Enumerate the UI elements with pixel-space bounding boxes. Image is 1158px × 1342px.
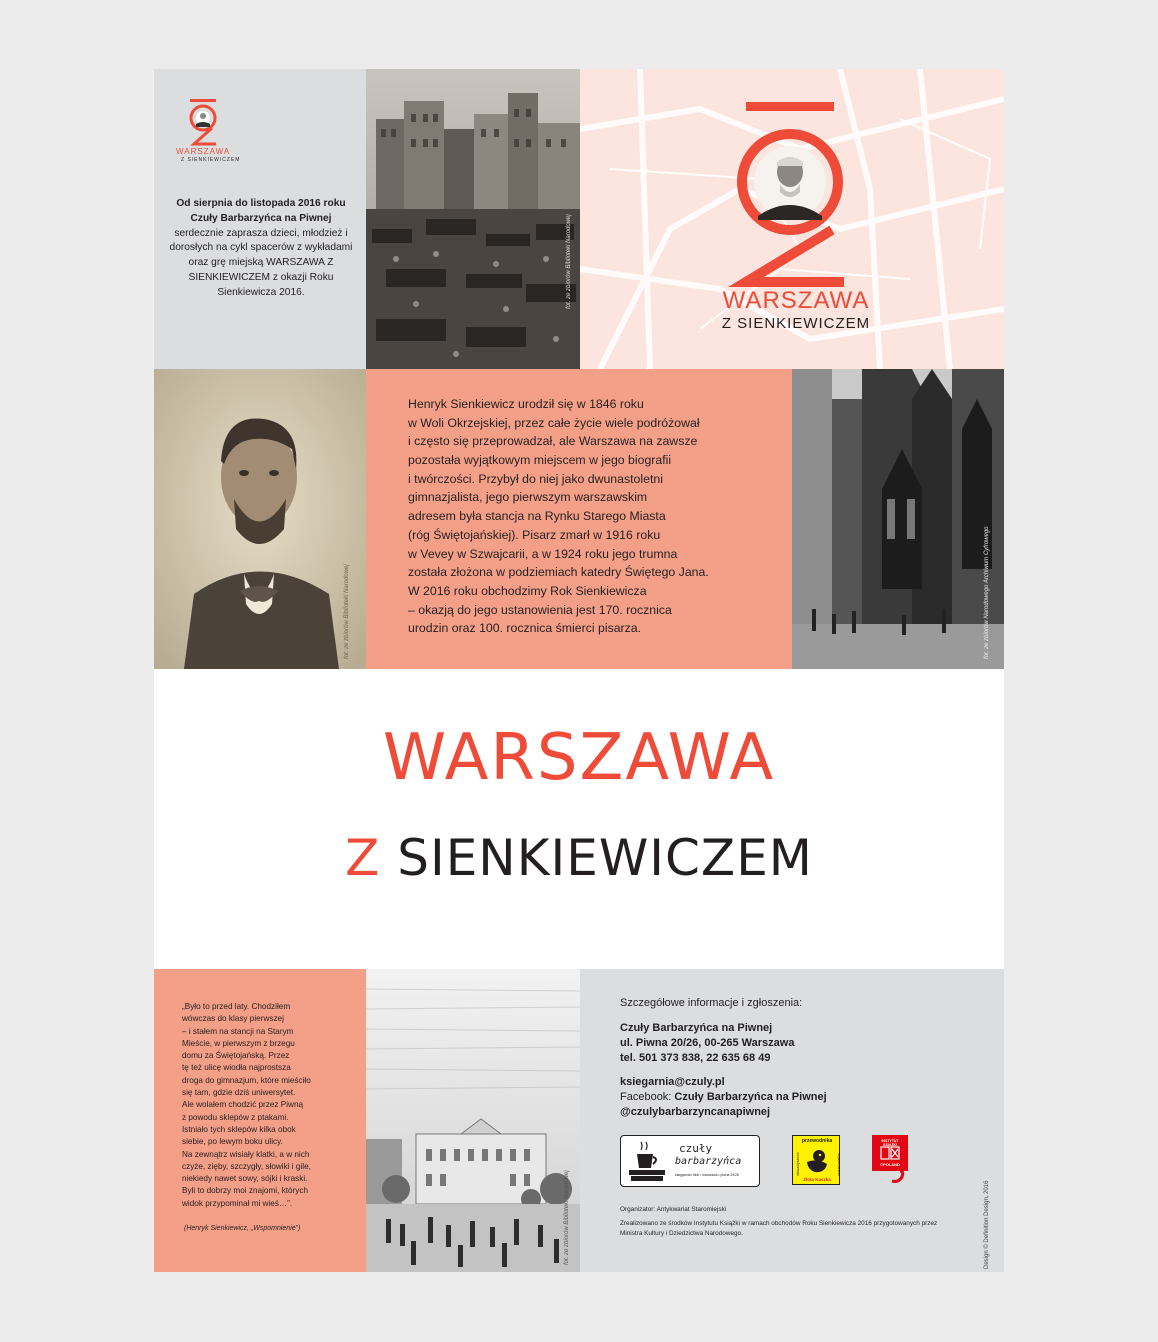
bio-line: adresem była stancja na Rynku Starego Miasta (408, 509, 666, 524)
bio-line: została złożona w podziemiach katedry Świętego Jana. (408, 565, 709, 580)
cathedral-photo (792, 369, 1004, 669)
zlota-kaczka-right: varsavianistów (837, 1153, 841, 1176)
book-icon (880, 1146, 900, 1160)
czuly-barbarzynca-logo (620, 1135, 760, 1187)
handle-link[interactable]: @czulybarbarzyncanapiwnej (620, 1106, 771, 1119)
small-logo-icon (184, 99, 222, 147)
funding-note: Zrealizowano ze środków Instytutu Książki w ramach obchodów Roku Sienkiewicza 2016 przygotowanych przez Ministra Kultury i Dziedzictwa Narodowego. (620, 1220, 938, 1237)
zlota-kaczka-logo (792, 1135, 840, 1185)
main-logo-panel (580, 69, 1004, 369)
instytut-ksiazki-logo (872, 1135, 908, 1185)
instytut-top: INSTYTUT KSIĄŻKI (881, 1139, 899, 1147)
sienkiewicz-portrait (154, 369, 366, 669)
contact-info (620, 996, 960, 1120)
quote-line: Na zewnątrz wisiały klatki, a w nich (182, 1149, 310, 1159)
small-logo-line1: WARSZAWA (176, 147, 231, 156)
design-credit: Design © Definition Design, 2016 (984, 1180, 990, 1269)
bio-line: urodzin oraz 100. rocznica śmierci pisarza. (408, 621, 642, 636)
portrait-credit: fot. ze zbiorów Biblioteki Narodowej (344, 564, 350, 659)
zlota-kaczka-left: stowarzyszenie (796, 1152, 800, 1176)
quote-line: droga do gimnazjum, które mieściło (182, 1075, 311, 1085)
quote-line: Mieście, w pierwszym z brzegu (182, 1038, 295, 1048)
bio-line: W 2016 roku obchodzimy Rok Sienkiewicza (408, 583, 647, 598)
title-block (154, 669, 1004, 969)
quote-line: Byli to dobrzy moi znajomi, których (182, 1186, 309, 1196)
instytut-bottom: ©POLAND (880, 1162, 900, 1167)
czuly-logo-line1: czuły (679, 1142, 713, 1155)
bio-line: i często się przeprowadzał, ale Warszawa na zawsze (408, 434, 698, 449)
bio-line: gimnazjalista, jego pierwszym warszawskim (408, 490, 648, 505)
old-town-market-photo (366, 69, 580, 369)
quote-line: tę też ulicę wiodła najprostsza (182, 1063, 291, 1073)
quote-line: – i stałem na stancji na Starym (182, 1026, 294, 1036)
intro-text-rest: serdecznie zaprasza dzieci, młodzież i dorosłych na cykl spacerów z wykładami oraz grę miejską WARSZAWA Z SIENKIEWICZEM z okazji Roku Sienkiewicza 2016. (169, 227, 353, 298)
main-logo-icon (720, 102, 860, 292)
quote-line: się tam, gdzie dziś uniwersytet. (182, 1088, 296, 1098)
zlota-kaczka-bottom: Złota Kaczka (803, 1177, 831, 1182)
bio-panel (366, 369, 792, 669)
intro-text (168, 197, 354, 300)
bio-line: w Vevey w Szwajcarii, a w 1924 roku jego trumna (408, 546, 678, 561)
czuly-logo-small: księgarnia i klub • warszawa • piwna 20/26 (675, 1173, 739, 1177)
facebook-link[interactable]: Czuły Barbarzyńca na Piwnej (674, 1091, 827, 1104)
contact-address: ul. Piwna 20/26, 00-265 Warszawa (620, 1036, 795, 1049)
quote-line: czyże, zięby, szczygły, słowiki i gile, (182, 1161, 311, 1171)
contact-heading: Szczegółowe informacje i zgłoszenia: (620, 997, 803, 1009)
palace-engraving (366, 969, 580, 1272)
quote-line: Ale wolałem chodzić przez Piwną (182, 1100, 304, 1110)
main-logo-line1: WARSZAWA (722, 287, 870, 314)
czuly-logo-line2: barbarzyńca (675, 1156, 742, 1167)
coffee-books-icon (625, 1140, 669, 1184)
quote-author: (Henryk Sienkiewicz, „Wspomnienie”) (184, 1225, 301, 1232)
email-link[interactable]: ksiegarnia@czuly.pl (620, 1076, 725, 1089)
poster (154, 69, 1004, 1272)
bio-line: i twórczości. Przybył do niej jako dwunastoletni (408, 471, 663, 486)
main-logo-line2: Z SIENKIEWICZEM (721, 315, 871, 332)
intro-text-bold: Od sierpnia do listopada 2016 roku Czuły Barbarzyńca na Piwnej (176, 198, 346, 224)
bio-line: w Woli Okrzejskiej, przez całe życie wiele podróżował (408, 415, 700, 430)
quote-line: domu za Świętojańską. Przez (182, 1051, 290, 1061)
bio-text (408, 395, 778, 638)
contact-name: Czuły Barbarzyńca na Piwnej (620, 1021, 773, 1034)
hook-icon (886, 1169, 906, 1185)
bio-line: Henryk Sienkiewicz urodził się w 1846 roku (408, 397, 644, 411)
main-title-line1: WARSZAWA (382, 721, 776, 795)
intro-panel (154, 69, 366, 369)
main-title-line2 (154, 829, 1004, 887)
cathedral-credit: fot. ze zbiorów Narodowego Archiwum Cyfrowego (984, 526, 990, 659)
quote-line: widok przypominał mi wieś…”. (182, 1198, 293, 1208)
contact-panel (580, 969, 1004, 1272)
quote-line: siebie, po lewym boku ulicy. (182, 1137, 283, 1147)
main-title-surname: SIENKIEWICZEM (397, 829, 813, 887)
quote-line: „Było to przed laty. Chodziłem (182, 1002, 291, 1011)
bio-line: (róg Świętojańskiej). Pisarz zmarł w 1916 roku (408, 527, 661, 542)
duck-icon (805, 1148, 829, 1174)
quote-line: wówczas do klasy pierwszej (182, 1014, 284, 1024)
quote-text (182, 1001, 362, 1210)
bio-line: pozostała wyjątkowym miejscem w jego biografii (408, 453, 672, 468)
quote-line: niekiedy nawet sowy, sójki i kraski. (182, 1174, 308, 1184)
zlota-kaczka-top: przewodnika (801, 1138, 833, 1144)
quote-line: z powodu sklepów z ptakami. (182, 1112, 289, 1122)
quote-line: Istniało tych sklepów kilka obok (182, 1124, 296, 1134)
organizer-note: Organizator: Antykwariat Staromiejski (620, 1206, 727, 1213)
small-logo-line2: Z SIENKIEWICZEM (181, 157, 241, 163)
facebook-label: Facebook: (620, 1091, 675, 1104)
bio-line: – okazją do jego ustanowienia jest 170. rocznica (408, 602, 672, 617)
contact-phone: tel. 501 373 838, 22 635 68 49 (620, 1051, 771, 1064)
main-title-z: Z (345, 829, 381, 887)
market-photo-credit: fot. ze zbiorów Biblioteki Narodowej (566, 214, 572, 309)
palace-credit: fot. ze zbiorów Biblioteki Narodowej (564, 1170, 570, 1265)
quote-panel (154, 969, 366, 1272)
